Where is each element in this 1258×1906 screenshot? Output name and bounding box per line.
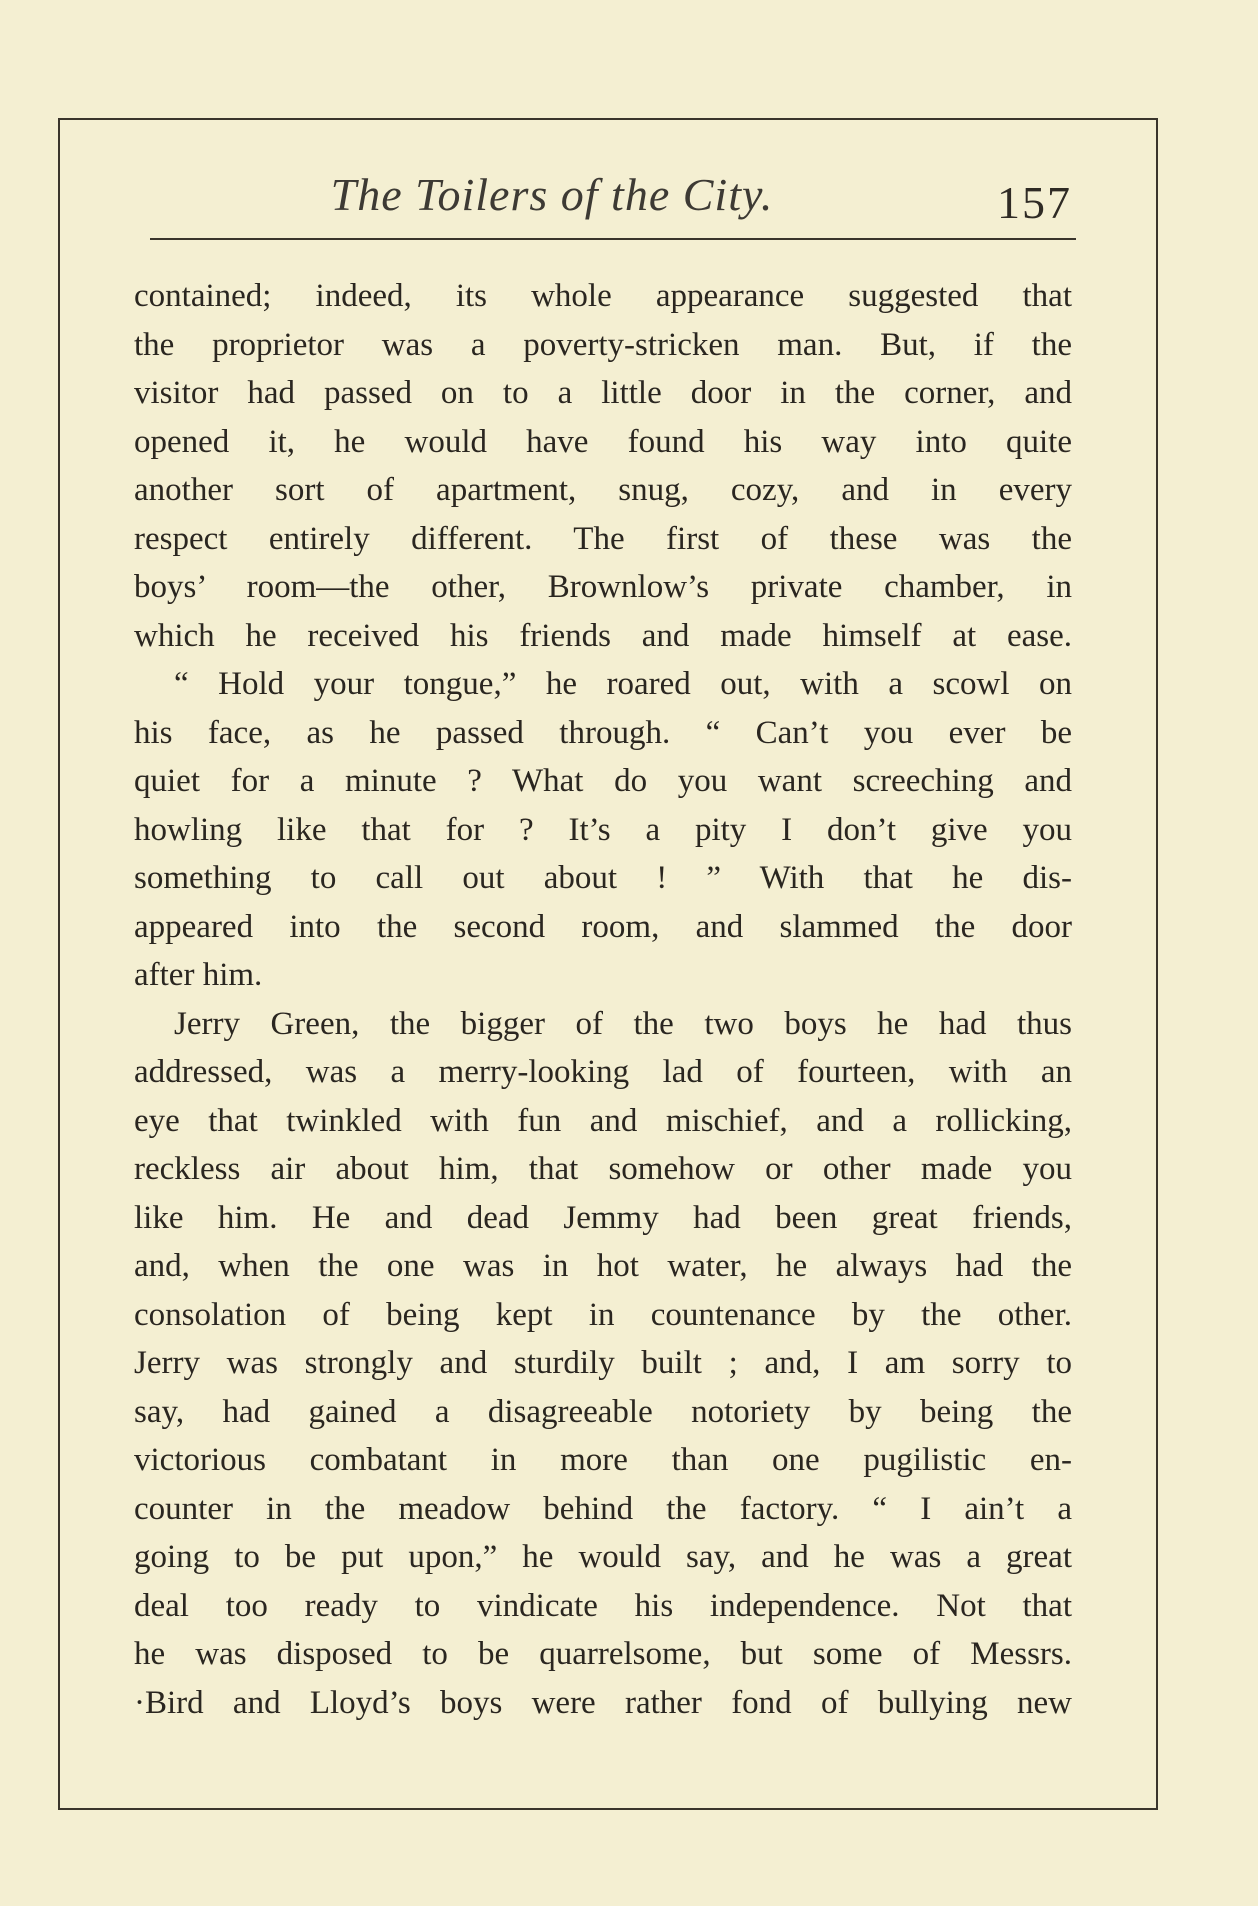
text-line: ·Bird and Lloyd’s boys were rather fond of bullying new (134, 1684, 1072, 1721)
text-line: Jerry was strongly and sturdily built ; and, I am sorry to (134, 1345, 1072, 1381)
text-line: his face, as he passed through. “ Can’t you ever be (134, 714, 1072, 751)
text-line: appeared into the second room, and slammed the door (134, 908, 1072, 945)
running-header (148, 168, 1076, 240)
text-line: boys’ room—the other, Brownlow’s private chamber, in (134, 569, 1072, 605)
text-line: respect entirely different. The first of these was the (134, 520, 1072, 557)
page-number: 157 (997, 177, 1072, 228)
text-line: which he received his friends and made himself at ease. (134, 617, 1072, 654)
text-line: going to be put upon,” he would say, and he was a great (134, 1539, 1072, 1575)
text-line: “ Hold your tongue,” he roared out, with a scowl on (174, 666, 1072, 702)
text-line: he was disposed to be quarrelsome, but some of Messrs. (134, 1636, 1072, 1672)
text-line: quiet for a minute ? What do you want screeching and (134, 763, 1072, 799)
text-line: counter in the meadow behind the factory. “ I ain’t a (134, 1490, 1072, 1527)
text-line: opened it, he would have found his way into quite (134, 423, 1072, 460)
text-line: say, had gained a disagreeable notoriety by being the (134, 1393, 1072, 1430)
text-line: something to call out about ! ” With that he dis- (134, 860, 1072, 896)
text-line: like him. He and dead Jemmy had been great friends, (134, 1199, 1072, 1236)
text-line: and, when the one was in hot water, he always had the (134, 1248, 1072, 1284)
text-line: howling like that for ? It’s a pity I don’t give you (134, 811, 1072, 848)
body-text (134, 272, 1072, 1727)
text-line: reckless air about him, that somehow or other made you (134, 1151, 1072, 1187)
text-line: another sort of apartment, snug, cozy, and in every (134, 472, 1072, 508)
text-line: after him. (134, 957, 263, 993)
text-line: consolation of being kept in countenance by the other. (134, 1296, 1072, 1333)
text-line: the proprietor was a poverty-stricken man. But, if the (134, 326, 1072, 363)
running-title: The Toilers of the City. (330, 169, 774, 220)
text-line: addressed, was a merry-looking lad of fourteen, with an (134, 1054, 1072, 1090)
text-line: Jerry Green, the bigger of the two boys he had thus (174, 1005, 1072, 1042)
text-line: contained; indeed, its whole appearance suggested that (134, 278, 1072, 314)
text-line: victorious combatant in more than one pugilistic en- (134, 1442, 1072, 1478)
text-line: visitor had passed on to a little door in the corner, and (134, 375, 1072, 411)
text-line: eye that twinkled with fun and mischief, and a rollicking, (134, 1102, 1072, 1139)
header-rule (150, 238, 1076, 240)
text-line: deal too ready to vindicate his independence. Not that (134, 1587, 1072, 1624)
